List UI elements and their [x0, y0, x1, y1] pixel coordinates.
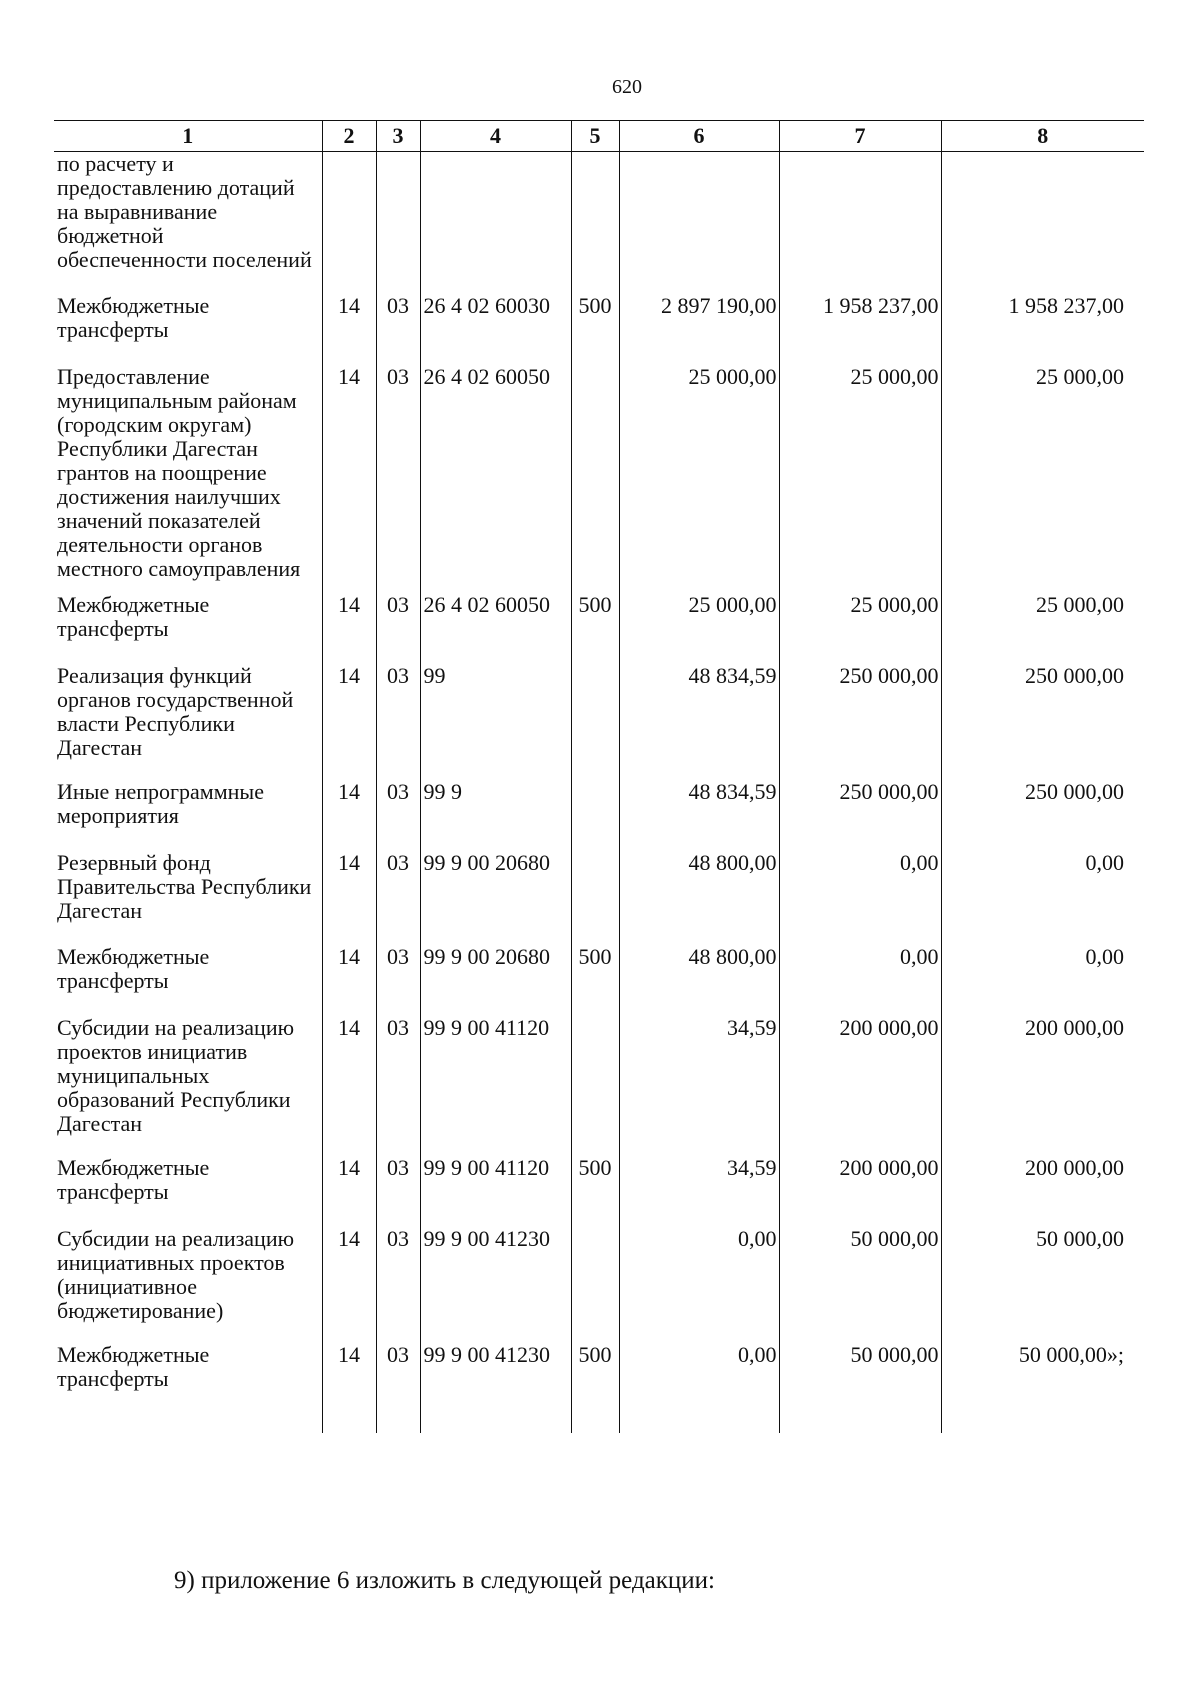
cell-amount-7: 50 000,00 [779, 1227, 941, 1343]
cell-code: 26 4 02 60030 [420, 294, 571, 365]
cell-amount-6: 2 897 190,00 [619, 294, 779, 365]
cell-amount-6: 25 000,00 [619, 365, 779, 593]
cell-amount-6: 34,59 [619, 1016, 779, 1156]
cell-col-3: 03 [376, 851, 420, 945]
cell-col-3: 03 [376, 593, 420, 664]
cell-col-2: 14 [322, 1016, 376, 1156]
cell-col-3: 03 [376, 664, 420, 780]
cell-code: 99 9 00 20680 [420, 851, 571, 945]
table-row [54, 365, 1144, 593]
cell-name: Межбюджетные трансферты [57, 1154, 210, 1204]
cell-col-5: 500 [571, 1156, 619, 1227]
table-row [54, 664, 1144, 780]
cell-code: 26 4 02 60050 [420, 365, 571, 593]
cell-amount-6: 48 834,59 [619, 780, 779, 851]
cell-name: Реализация функций органов государственной власти Республики Дагестан [57, 662, 294, 760]
cell-amount-8: 0,00 [941, 851, 1144, 945]
cell-col-5 [571, 365, 619, 593]
cell-amount-6: 48 834,59 [619, 664, 779, 780]
cell-col-5 [571, 664, 619, 780]
cell-col-5 [571, 152, 619, 294]
cell-name: Межбюджетные трансферты [57, 1341, 210, 1391]
cell-amount-8: 25 000,00 [941, 593, 1144, 664]
page-number: 620 [612, 76, 642, 98]
header-col-5: 5 [571, 121, 619, 152]
cell-amount-6: 48 800,00 [619, 945, 779, 1016]
cell-amount-7: 200 000,00 [779, 1016, 941, 1156]
cell-col-5 [571, 1016, 619, 1156]
cell-col-3: 03 [376, 780, 420, 851]
cell-col-5: 500 [571, 1343, 619, 1433]
cell-col-3: 03 [376, 365, 420, 593]
cell-name: Резервный фонд Правительства Республики Дагестан [57, 849, 312, 923]
cell-amount-6: 25 000,00 [619, 593, 779, 664]
header-col-4: 4 [420, 121, 571, 152]
header-col-3: 3 [376, 121, 420, 152]
cell-name: Субсидии на реализацию инициативных проектов (инициативное бюджетирование) [57, 1225, 295, 1323]
table-row [54, 152, 1144, 294]
cell-col-3: 03 [376, 294, 420, 365]
cell-code: 99 9 00 41120 [420, 1016, 571, 1156]
cell-col-2: 14 [322, 365, 376, 593]
header-col-7: 7 [779, 121, 941, 152]
cell-amount-8: 200 000,00 [941, 1016, 1144, 1156]
closing-text: 9) приложение 6 изложить в следующей редакции: [174, 1567, 715, 1594]
cell-amount-7: 0,00 [779, 851, 941, 945]
cell-amount-6: 0,00 [619, 1343, 779, 1433]
table-row [54, 593, 1144, 664]
cell-col-5 [571, 780, 619, 851]
cell-col-2: 14 [322, 1343, 376, 1433]
cell-col-5 [571, 1227, 619, 1343]
cell-col-3: 03 [376, 945, 420, 1016]
cell-col-2: 14 [322, 780, 376, 851]
cell-code: 99 [420, 664, 571, 780]
table-row [54, 1016, 1144, 1156]
cell-amount-7: 250 000,00 [779, 664, 941, 780]
cell-col-5: 500 [571, 294, 619, 365]
cell-col-2: 14 [322, 945, 376, 1016]
table-row [54, 1227, 1144, 1343]
cell-amount-7: 25 000,00 [779, 593, 941, 664]
header-col-2: 2 [322, 121, 376, 152]
cell-name: Межбюджетные трансферты [57, 591, 210, 641]
cell-amount-7: 50 000,00 [779, 1343, 941, 1433]
cell-amount-6 [619, 152, 779, 294]
cell-name: Предоставление муниципальным районам (городским округам) Республики Дагестан грантов на поощрение достижения наилучших значений показателей деятельности органов местного самоуправления [57, 363, 301, 581]
cell-name: Субсидии на реализацию проектов инициатив муниципальных образований Республики Дагестан [57, 1014, 295, 1136]
cell-amount-6: 34,59 [619, 1156, 779, 1227]
cell-amount-8: 25 000,00 [941, 365, 1144, 593]
cell-col-5: 500 [571, 593, 619, 664]
cell-col-3: 03 [376, 1156, 420, 1227]
cell-code [420, 152, 571, 294]
cell-col-2: 14 [322, 851, 376, 945]
cell-amount-7: 200 000,00 [779, 1156, 941, 1227]
table-row [54, 945, 1144, 1016]
cell-col-2: 14 [322, 593, 376, 664]
table-row [54, 1156, 1144, 1227]
cell-col-5 [571, 851, 619, 945]
header-col-1: 1 [54, 121, 322, 152]
cell-amount-6: 0,00 [619, 1227, 779, 1343]
cell-amount-8: 250 000,00 [941, 664, 1144, 780]
table-row [54, 851, 1144, 945]
cell-amount-8: 0,00 [941, 945, 1144, 1016]
cell-name: Иные непрограммные мероприятия [57, 778, 264, 828]
cell-col-2: 14 [322, 1227, 376, 1343]
table-body [54, 152, 1144, 1433]
cell-col-2: 14 [322, 1156, 376, 1227]
cell-code: 26 4 02 60050 [420, 593, 571, 664]
cell-amount-7 [779, 152, 941, 294]
cell-amount-7: 25 000,00 [779, 365, 941, 593]
cell-code: 99 9 00 41230 [420, 1227, 571, 1343]
cell-amount-7: 1 958 237,00 [779, 294, 941, 365]
cell-col-3 [376, 152, 420, 294]
header-row [54, 121, 1144, 152]
cell-code: 99 9 00 41120 [420, 1156, 571, 1227]
header-col-6: 6 [619, 121, 779, 152]
cell-amount-8: 250 000,00 [941, 780, 1144, 851]
table-row [54, 780, 1144, 851]
cell-code: 99 9 00 41230 [420, 1343, 571, 1433]
cell-amount-7: 250 000,00 [779, 780, 941, 851]
cell-amount-8: 200 000,00 [941, 1156, 1144, 1227]
cell-col-3: 03 [376, 1343, 420, 1433]
cell-amount-8: 50 000,00 [941, 1227, 1144, 1343]
cell-col-3: 03 [376, 1016, 420, 1156]
table-row [54, 1343, 1144, 1433]
header-col-8: 8 [941, 121, 1144, 152]
cell-name: Межбюджетные трансферты [57, 943, 210, 993]
budget-table [54, 120, 1144, 1433]
cell-code: 99 9 00 20680 [420, 945, 571, 1016]
table-row [54, 294, 1144, 365]
cell-col-2: 14 [322, 294, 376, 365]
cell-col-2 [322, 152, 376, 294]
cell-name: по расчету и предоставлению дотаций на выравнивание бюджетной обеспеченности поселений [57, 151, 312, 272]
cell-amount-7: 0,00 [779, 945, 941, 1016]
cell-amount-6: 48 800,00 [619, 851, 779, 945]
cell-col-5: 500 [571, 945, 619, 1016]
cell-amount-8: 50 000,00»; [941, 1343, 1144, 1433]
cell-amount-8 [941, 152, 1144, 294]
cell-name: Межбюджетные трансферты [57, 292, 210, 342]
cell-col-3: 03 [376, 1227, 420, 1343]
cell-col-2: 14 [322, 664, 376, 780]
cell-code: 99 9 [420, 780, 571, 851]
cell-amount-8: 1 958 237,00 [941, 294, 1144, 365]
